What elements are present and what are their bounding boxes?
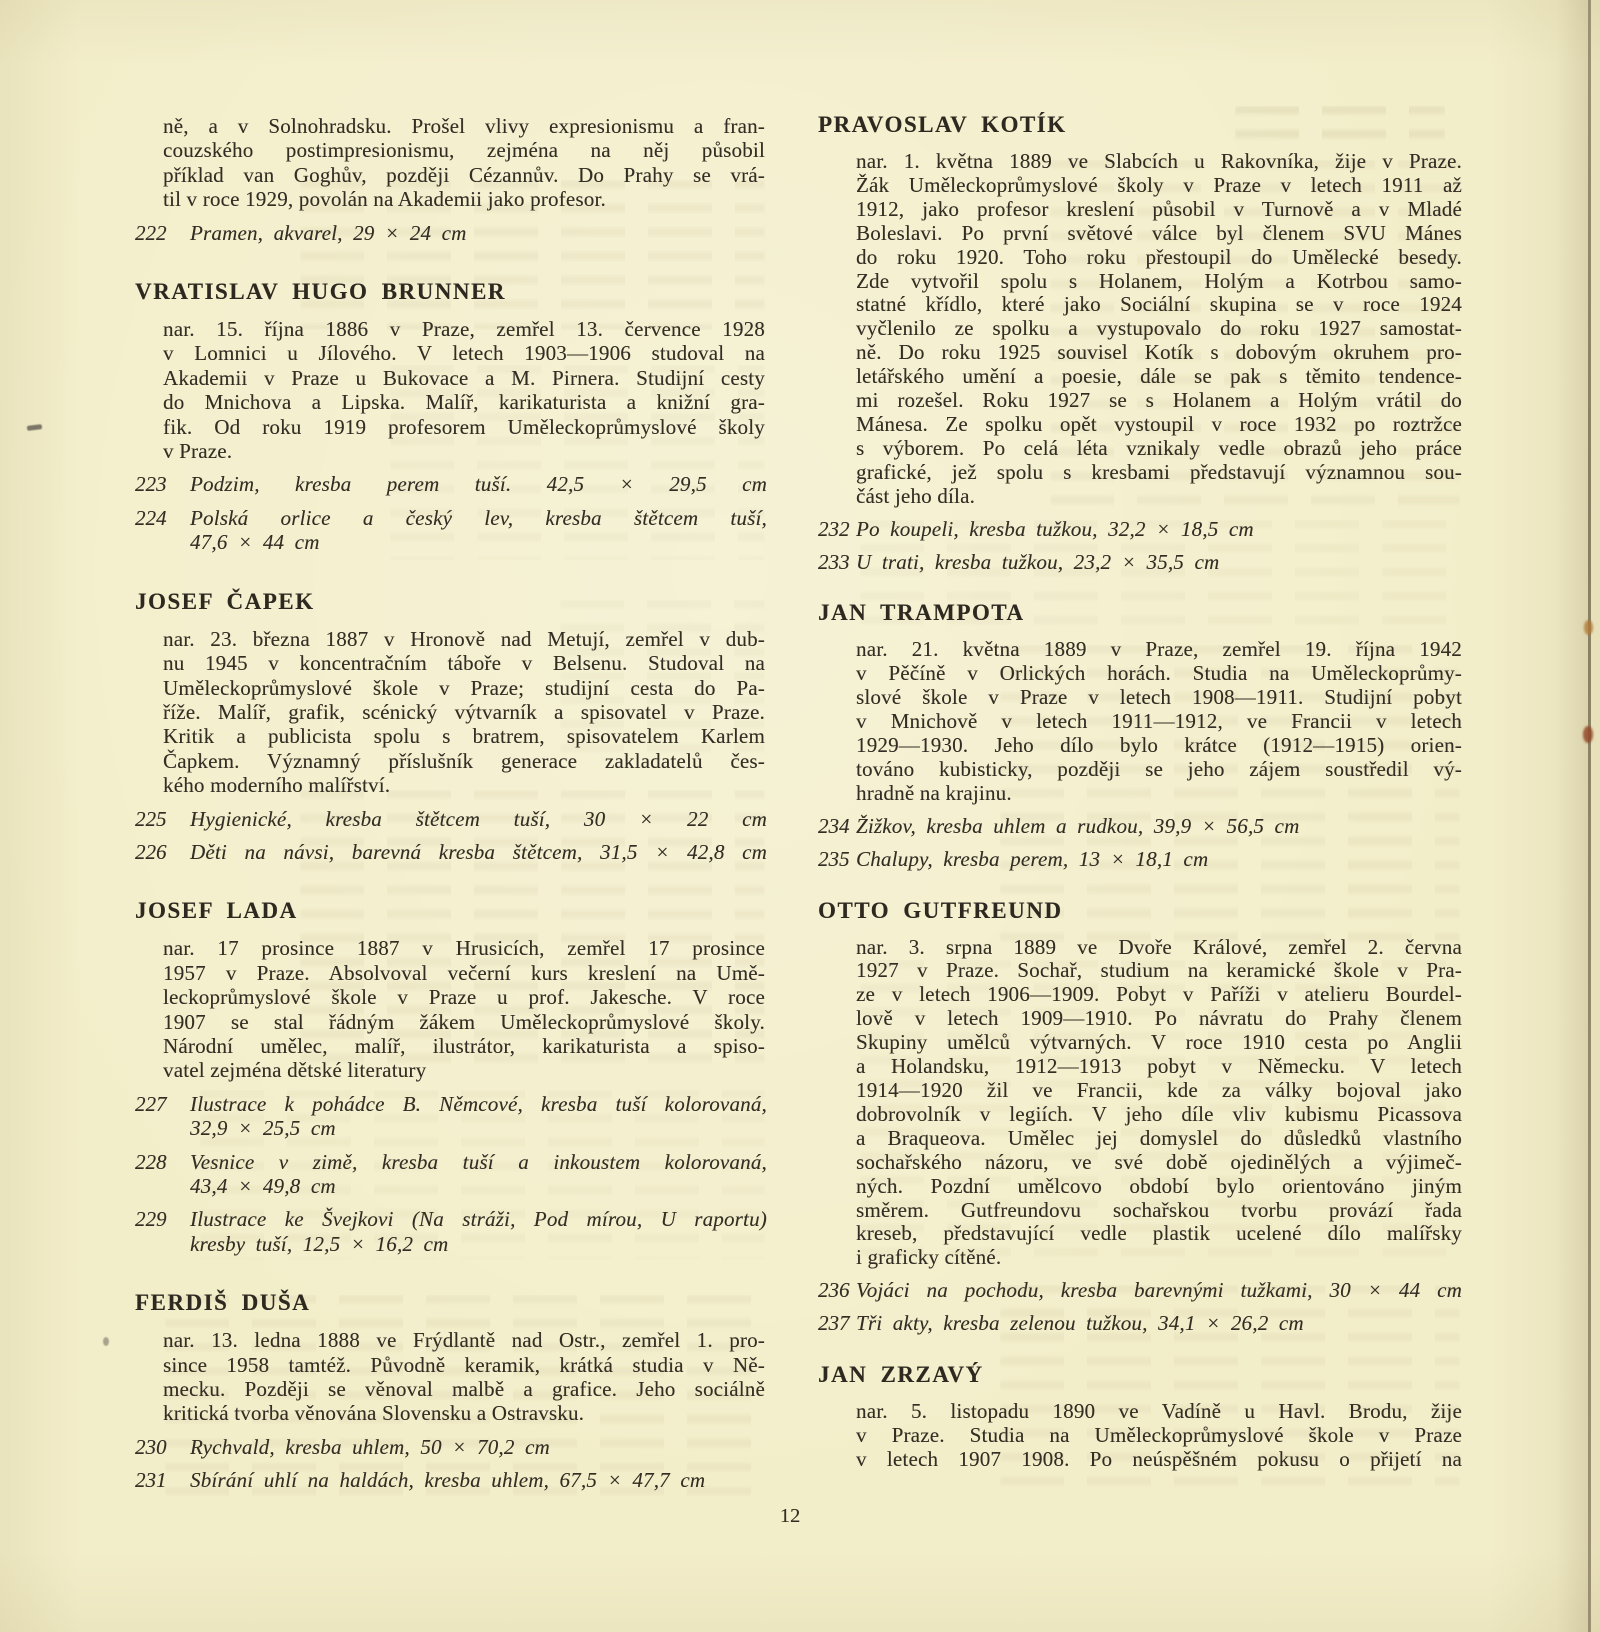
entry-text-line: Polská orlice a český lev, kresba štětcem tuší, [190, 505, 767, 530]
text-line: nar. 5. listopadu 1890 ve Vadíně u Havl. Brodu, žije [856, 1399, 1462, 1424]
bio-paragraph [163, 1328, 765, 1426]
text-line: v Praze. [163, 439, 233, 464]
entry-text-line: 32,9 × 25,5 cm [190, 1116, 336, 1141]
text-line: dobrovolník v legiích. V jeho díle vliv kubismu Picassova [856, 1101, 1462, 1126]
catalog-entry [818, 1312, 1462, 1336]
text-line: říže. Malíř, grafik, scénický výtvarník a spisovatel v Praze. [163, 699, 765, 724]
text-line: nu 1945 v koncentračním táboře v Belsenu. Studoval na [163, 651, 765, 676]
entry-text-line: kresby tuší, 12,5 × 16,2 cm [190, 1231, 449, 1256]
entry-text-line: Chalupy, kresba perem, 13 × 18,1 cm [856, 846, 1209, 871]
entry-number: 226 [135, 839, 167, 864]
text-line: směrem. Gutfreundovu sochařskou tvorbu provází řada [856, 1197, 1462, 1222]
entry-text-line: Hygienické, kresba štětcem tuší, 30 × 22 cm [190, 806, 767, 831]
artist-heading: VRATISLAV HUGO BRUNNER [135, 279, 506, 305]
catalog-entry [135, 1207, 767, 1256]
entry-text-line: Žižkov, kresba uhlem a rudkou, 39,9 × 56,5 cm [856, 813, 1300, 838]
text-line: v Mnichově v letech 1911—1912, ve Francii v letech [856, 709, 1462, 734]
text-line: v Pěčíně v Orlických horách. Studia na Uměleckoprůmy- [856, 661, 1462, 686]
catalog-entry [135, 1150, 767, 1199]
text-line: Mánesa. Ze spolku opět vystoupil v roce 1932 po roztržce [856, 411, 1462, 436]
text-line: a Braqueova. Umělec jej domyslel do důsledků vlastního [856, 1125, 1462, 1150]
text-line: kého moderního malířství. [163, 773, 391, 798]
entry-number: 232 [818, 516, 850, 541]
entry-text-line: Vojáci na pochodu, kresba barevnými tužkami, 30 × 44 cm [856, 1278, 1462, 1303]
text-line: i graficky cítěné. [856, 1245, 1002, 1270]
entry-number: 234 [818, 813, 850, 838]
text-line: since 1958 tamtéž. Původně keramik, krátká studia v Ně- [163, 1352, 765, 1377]
catalog-entry [135, 221, 767, 245]
bio-paragraph [856, 936, 1462, 1271]
right-column [818, 112, 1463, 1472]
text-line: 1957 v Praze. Absolvoval večerní kurs kreslení na Umě- [163, 960, 765, 985]
text-line: do Mnichova a Lipska. Malíř, karikaturista a knižní gra- [163, 390, 765, 415]
catalog-entry [135, 506, 767, 555]
entry-text-line: Sbírání uhlí na haldách, kresba uhlem, 67,5 × 47,7 cm [190, 1468, 706, 1493]
entry-text-line: Pramen, akvarel, 29 × 24 cm [190, 220, 467, 245]
text-line: lově v letech 1909—1910. Po návratu do Prahy členem [856, 1006, 1462, 1031]
text-line: nar. 15. října 1886 v Praze, zemřel 13. července 1928 [163, 317, 765, 342]
text-line: továno kubisticky, později se jeho zájem soustředil vý- [856, 756, 1462, 781]
bio-paragraph [856, 150, 1462, 509]
text-line: Čapkem. Významný příslušník generace zakladatelů čes- [163, 748, 765, 773]
text-line: hradně na krajinu. [856, 780, 1012, 805]
text-line: Zde vytvořil spolu s Holanem, Holým a Kotrbou samo- [856, 268, 1462, 293]
catalog-entry [818, 848, 1462, 872]
text-line: v letech 1907 1908. Po neúspěšném pokusu o přijetí na [856, 1446, 1462, 1471]
paper-stain [1583, 726, 1593, 743]
left-column [135, 101, 766, 1493]
text-line: v Praze. Studia na Uměleckoprůmyslové škole v Praze [856, 1422, 1462, 1447]
text-line: a Holandsku, 1912—1913 pobyt v Německu. V letech [856, 1054, 1462, 1079]
text-line: sochařského názoru, ve své době ojedinělých a výjimeč- [856, 1149, 1462, 1174]
page-edge-line [1588, 0, 1591, 1632]
text-line: Kritik a publicista spolu s bratrem, spisovatelem Karlem [163, 724, 765, 749]
catalog-entry [135, 840, 767, 864]
entry-number: 237 [818, 1311, 850, 1336]
artist-heading: FERDIŠ DUŠA [135, 1290, 311, 1316]
text-line: Národní umělec, malíř, ilustrátor, karikaturista a spiso- [163, 1033, 765, 1058]
text-line: 1914—1920 žil ve Francii, kde za války bojoval jako [856, 1078, 1462, 1102]
catalog-entry [135, 1092, 767, 1141]
text-line: 1929—1930. Jeho dílo bylo krátce (1912—1915) orien- [856, 733, 1462, 758]
text-line: nar. 3. srpna 1889 ve Dvoře Králové, zemřel 2. června [856, 934, 1462, 959]
catalog-entry [818, 815, 1462, 839]
entry-number: 230 [135, 1434, 167, 1459]
entry-number: 229 [135, 1207, 167, 1232]
entry-number: 236 [818, 1278, 850, 1303]
text-line: nar. 13. ledna 1888 ve Frýdlantě nad Ostr., zemřel 1. pro- [163, 1328, 765, 1353]
bio-paragraph [856, 638, 1462, 805]
text-line: statné křídlo, které jako Sociální skupina se v roce 1924 [856, 292, 1462, 317]
artist-heading: PRAVOSLAV KOTÍK [818, 112, 1067, 137]
text-line: til v roce 1929, povolán na Akademii jako profesor. [163, 187, 606, 212]
text-line: s výborem. Po celá léta vznikaly vedle obrazů jeho práce [856, 435, 1462, 460]
ink-speck [103, 1337, 109, 1346]
text-line: slové škole v Praze v letech 1908—1911. Studijní pobyt [856, 685, 1462, 710]
text-line: nar. 17 prosince 1887 v Hrusicích, zemřel 17 prosince [163, 936, 765, 961]
bio-paragraph [163, 627, 765, 798]
text-line: ně, a v Solnohradsku. Prošel vlivy expresionismu a fran- [163, 114, 765, 138]
text-line: ze v letech 1906—1909. Pobyt v Paříži v atelieru Bourdel- [856, 982, 1462, 1007]
text-line: příklad van Goghův, později Cézannův. Do Prahy se vrá- [163, 162, 765, 187]
text-line: kreseb, představující vedle plastik ucelené dílo malířsky [856, 1221, 1462, 1246]
catalog-entry [818, 518, 1462, 542]
entry-text-line: Rychvald, kresba uhlem, 50 × 70,2 cm [190, 1434, 550, 1459]
text-line: letářského umění a poesie, dále se pak s těmito tendence- [856, 364, 1462, 389]
page-number: 12 [779, 1505, 801, 1527]
entry-text-line: Vesnice v zimě, kresba tuší a inkoustem kolorovaná, [190, 1149, 767, 1174]
entry-number: 227 [135, 1091, 167, 1116]
artist-heading: JOSEF ČAPEK [135, 588, 315, 614]
entry-number: 231 [135, 1468, 167, 1493]
text-line: ně. Do roku 1925 souvisel Kotík s dobovým okruhem pro- [856, 340, 1462, 365]
entry-text-line: Děti na návsi, barevná kresba štětcem, 31,5 × 42,8 cm [190, 839, 767, 864]
catalog-entry [818, 551, 1462, 575]
entry-number: 233 [818, 549, 850, 574]
text-line: Boleslavi. Po první světové válce byl členem SVU Mánes [856, 220, 1462, 245]
ink-speck [27, 424, 42, 431]
text-line: nar. 21. května 1889 v Praze, zemřel 19. října 1942 [856, 637, 1462, 662]
text-line: 1907 se stal řádným žákem Uměleckoprůmyslové školy. [163, 1009, 765, 1034]
catalog-entry [135, 1468, 767, 1492]
entry-number: 235 [818, 846, 850, 871]
entry-text-line: Po koupeli, kresba tužkou, 32,2 × 18,5 cm [856, 516, 1254, 541]
entry-text-line: Ilustrace ke Švejkovi (Na stráži, Pod mírou, U raportu) [190, 1207, 767, 1232]
entry-number: 228 [135, 1149, 167, 1174]
entry-text-line: Podzim, kresba perem tuší. 42,5 × 29,5 cm [190, 472, 767, 497]
artist-heading: JAN ZRZAVÝ [818, 1362, 984, 1388]
artist-heading: JAN TRAMPOTA [818, 600, 1025, 626]
text-line: nar. 1. května 1889 ve Slabcích u Rakovníka, žije v Praze. [856, 149, 1462, 173]
text-line: kritická tvorba věnována Slovensku a Ostravsku. [163, 1401, 585, 1426]
entry-number: 222 [135, 220, 167, 245]
entry-number: 223 [135, 472, 167, 497]
entry-text-line: 43,4 × 49,8 cm [190, 1174, 336, 1198]
bio-paragraph [856, 1400, 1462, 1472]
text-line: Žák Uměleckoprůmyslové školy v Praze v letech 1911 až [856, 172, 1462, 197]
text-line: grafické, jež spolu s kresbami představují významnou sou- [856, 459, 1462, 484]
text-line: couzského postimpresionismu, zejména na něj působil [163, 138, 765, 163]
text-line: ných. Pozdní umělcovo období bylo orientováno jiným [856, 1173, 1462, 1198]
text-line: 1912, jako profesor kreslení působil v Turnově a v Mladé [856, 196, 1462, 221]
text-line: Skupiny umělců výtvarných. V roce 1910 cesta po Anglii [856, 1030, 1462, 1055]
text-line: Akademii v Praze u Bukovace a M. Pirnera. Studijní cesty [163, 365, 765, 390]
entry-text-line: Ilustrace k pohádce B. Němcové, kresba tuší kolorovaná, [190, 1091, 767, 1116]
entry-number: 224 [135, 505, 167, 530]
artist-heading: JOSEF LADA [135, 898, 298, 924]
text-line: v Lomnici u Jílového. V letech 1903—1906 studoval na [163, 341, 765, 366]
entry-text-line: 47,6 × 44 cm [190, 530, 320, 555]
entry-text-line: U trati, kresba tužkou, 23,2 × 35,5 cm [856, 549, 1220, 574]
artist-heading: OTTO GUTFREUND [818, 897, 1063, 923]
text-line: 1927 v Praze. Sochař, studium na keramické škole v Pra- [856, 958, 1462, 983]
text-line: nar. 23. března 1887 v Hronově nad Metují, zemřel v dub- [163, 626, 765, 651]
text-line: Uměleckoprůmyslové škole v Praze; studijní cesta do Pa- [163, 675, 765, 700]
text-line: vatel zejména dětské literatury [163, 1058, 427, 1083]
catalog-entry [135, 1435, 767, 1459]
text-line: mecku. Později se věnoval malbě a grafice. Jeho sociálně [163, 1377, 765, 1402]
catalog-entry [818, 1279, 1462, 1303]
text-line: vyčlenilo ze spolku a vystupovalo do roku 1927 samostat- [856, 316, 1462, 341]
text-line: fik. Od roku 1919 profesorem Uměleckoprůmyslové školy [163, 414, 765, 439]
text-line: část jeho díla. [856, 483, 976, 508]
page-edge-shadow [1556, 0, 1590, 1632]
bio-paragraph [163, 317, 765, 463]
bio-paragraph [163, 936, 765, 1082]
catalog-entry [135, 807, 767, 831]
text-line: mi rozešel. Roku 1927 se s Holanem a Holým vrátil do [856, 388, 1462, 413]
bio-paragraph [163, 114, 765, 212]
entry-text-line: Tři akty, kresba zelenou tužkou, 34,1 × 26,2 cm [856, 1311, 1304, 1336]
text-line: leckoprůmyslové škole v Praze u prof. Jakesche. V roce [163, 985, 765, 1010]
catalog-entry [135, 472, 767, 496]
entry-number: 225 [135, 806, 167, 831]
text-line: do roku 1920. Toho roku přestoupil do Umělecké besedy. [856, 244, 1462, 269]
paper-stain [1584, 620, 1593, 635]
